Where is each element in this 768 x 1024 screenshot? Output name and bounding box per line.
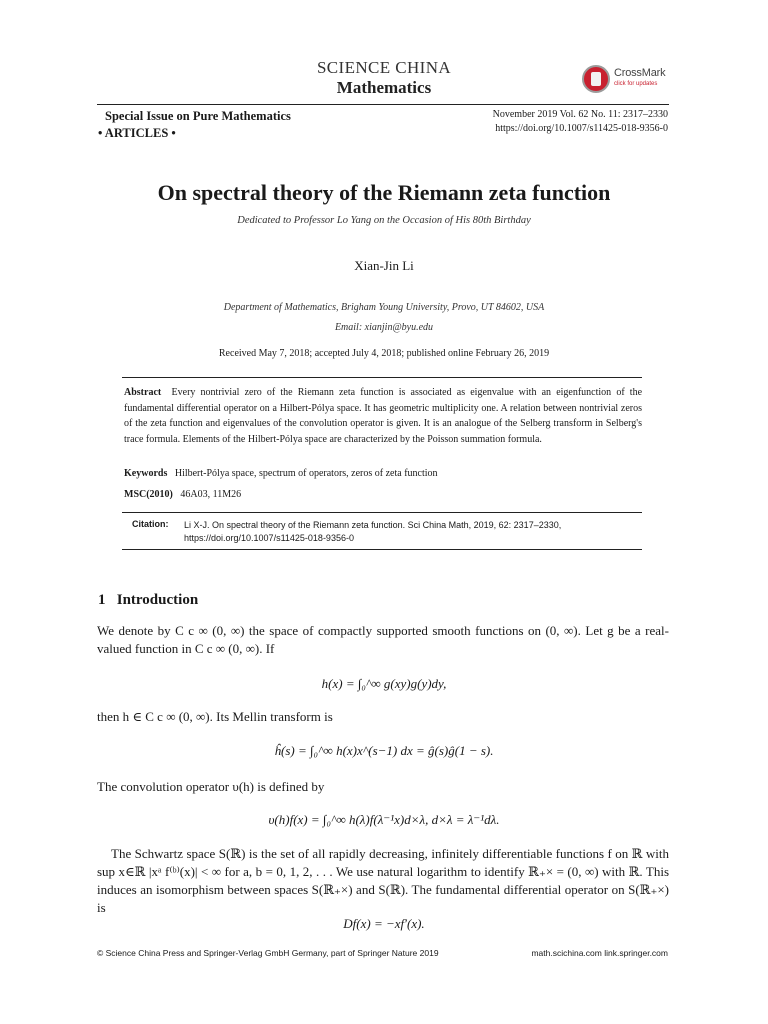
- citation-label: Citation:: [132, 519, 169, 529]
- header-rule: [97, 104, 669, 105]
- abstract: [124, 385, 642, 447]
- publication-info: [440, 108, 668, 136]
- dedication: Dedicated to Professor Lo Yang on the Occasion of His 80th Birthday: [237, 215, 531, 226]
- section-title: Introduction: [116, 592, 199, 608]
- article-title: On spectral theory of the Riemann zeta function: [157, 180, 611, 205]
- crossmark-sub: click for updates: [614, 81, 658, 87]
- publication-date-volume: November 2019 Vol. 62 No. 11: 2317–2330: [492, 109, 668, 120]
- paragraph-2: then h ∈ C c ∞ (0, ∞). Its Mellin transform is: [97, 709, 333, 724]
- citation-top-rule: [122, 512, 642, 513]
- received-dates: Received May 7, 2018; accepted July 4, 2018; published online February 26, 2019: [218, 348, 550, 359]
- section-number: 1: [98, 592, 106, 608]
- keywords: [124, 468, 438, 479]
- crossmark-icon: [582, 65, 610, 93]
- equation-1: h(x) = ∫₀^∞ g(xy)g(y)dy,: [321, 676, 447, 691]
- issue-label: Special Issue on Pure Mathematics: [105, 109, 291, 123]
- msc-codes: [124, 489, 241, 500]
- crossmark-label: CrossMark: [614, 67, 666, 79]
- abstract-top-rule: [122, 377, 642, 378]
- affiliation: Department of Mathematics, Brigham Young University, Provo, UT 84602, USA: [223, 302, 545, 313]
- abstract-label: Abstract: [124, 387, 162, 398]
- paragraph-1: We denote by C c ∞ (0, ∞) the space of compactly supported smooth functions on (0, ∞). Let g be a real-valued function in C c ∞ (0, ∞). If: [97, 623, 669, 656]
- author-email[interactable]: Email: xianjin@byu.edu: [334, 322, 434, 333]
- keywords-label: Keywords: [124, 468, 168, 479]
- citation-text: Li X-J. On spectral theory of the Riemann zeta function. Sci China Math, 2019, 62: 2317–2330, https://doi.org/10.1007/s11425-018-9356-0: [184, 520, 562, 543]
- msc-text: 46A03, 11M26: [180, 489, 242, 500]
- paragraph-4: The Schwartz space S(ℝ) is the set of all rapidly decreasing, infinitely differentiable functions f on ℝ with sup x∈ℝ |xᵃ f⁽ᵇ⁾(x)| < ∞ for a, b = 0, 1, 2, . . . We use natural logarithm to identify ℝ₊× = (0, ∞) with ℝ. This induces an isomorphism between spaces S(ℝ₊×) and S(ℝ). The fundamental differential operator on S(ℝ₊×) is: [97, 846, 669, 915]
- msc-label: MSC(2010): [124, 489, 173, 500]
- copyright-notice: © Science China Press and Springer-Verlag GmbH Germany, part of Springer Nature 2019: [97, 948, 439, 958]
- crossmark-badge[interactable]: [582, 65, 674, 97]
- equation-4: Df(x) = −xf′(x).: [343, 916, 425, 931]
- citation-bottom-rule: [122, 549, 642, 550]
- articles-label: • ARTICLES •: [98, 126, 176, 140]
- section-heading: [98, 592, 198, 609]
- doi-link[interactable]: https://doi.org/10.1007/s11425-018-9356-0: [495, 123, 668, 134]
- equation-2: ĥ(s) = ∫₀^∞ h(x)x^(s−1) dx = ĝ(s)ĝ(1 − s).: [274, 743, 494, 758]
- paragraph-3: The convolution operator υ(h) is defined by: [97, 779, 325, 794]
- journal-subtitle: Mathematics: [336, 78, 432, 97]
- journal-name: SCIENCE CHINA: [316, 58, 452, 77]
- author-name: Xian-Jin Li: [354, 258, 414, 273]
- equation-3: υ(h)f(x) = ∫₀^∞ h(λ)f(λ⁻¹x)d×λ, d×λ = λ⁻¹dλ.: [268, 812, 500, 827]
- keywords-text: Hilbert-Pólya space, spectrum of operators, zeros of zeta function: [174, 468, 438, 479]
- footer-links[interactable]: math.scichina.com link.springer.com: [531, 948, 668, 958]
- abstract-text: Every nontrivial zero of the Riemann zeta function is associated as eigenvalue with an eigenfunction of the fundamental differential operator on a Hilbert-Pólya space. It has geometric multiplicity one. A relation between nontrivial zeros of the zeta function and eigenvalues of the convolution operator is given. It is an analogue of the Selberg transform in Selberg's trace formula. Elements of the Hilbert-Pólya space are characterized by the Poisson summation formula.: [124, 387, 643, 445]
